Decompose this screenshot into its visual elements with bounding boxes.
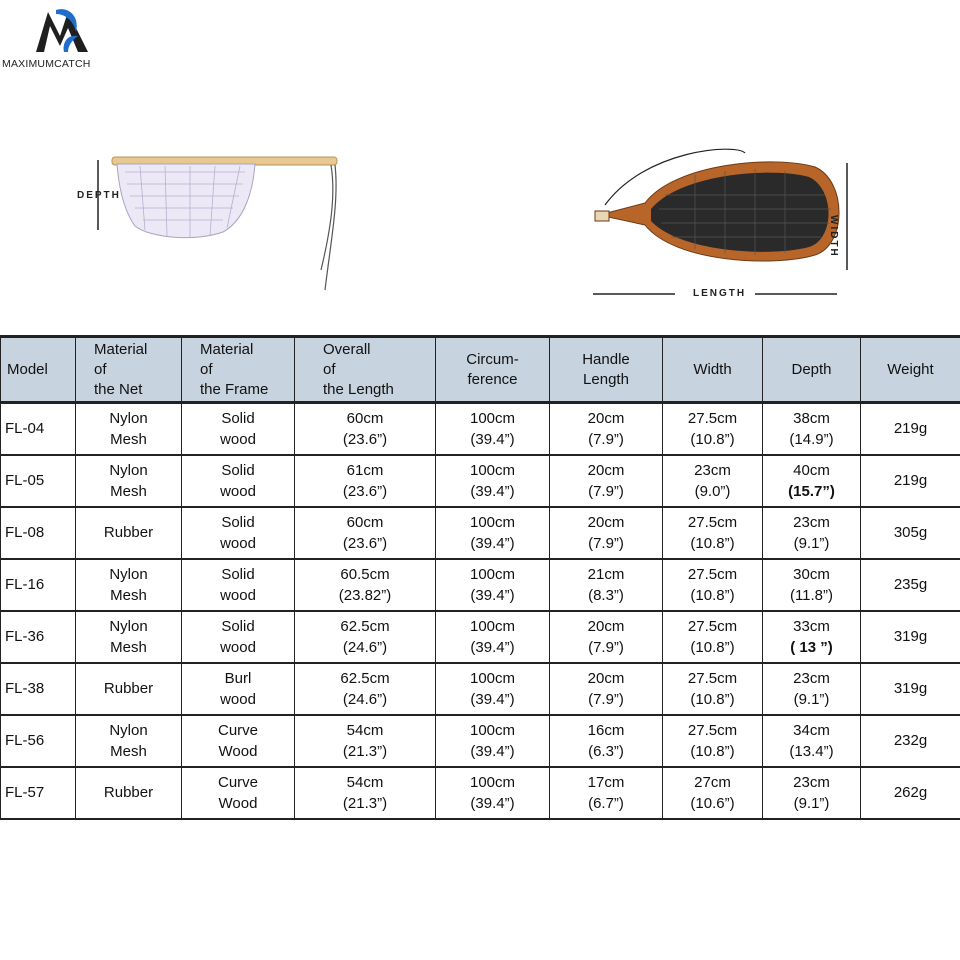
cell-frame-material: Burl wood xyxy=(182,663,295,715)
header-circumference: Circum- ference xyxy=(436,337,550,403)
cell-handle-length: 20cm (7.9”) xyxy=(550,507,663,559)
table-row xyxy=(1,403,960,455)
cell-net-material: Nylon Mesh xyxy=(76,611,182,663)
cell-weight: 262g xyxy=(861,767,960,819)
cell-weight: 319g xyxy=(861,663,960,715)
table-row xyxy=(1,455,960,507)
cell-depth: 38cm (14.9”) xyxy=(763,403,861,455)
cell-width: 27.5cm (10.8”) xyxy=(663,559,763,611)
cell-width: 27.5cm (10.8”) xyxy=(663,611,763,663)
cell-width: 27cm (10.6”) xyxy=(663,767,763,819)
cell-depth: 23cm (9.1”) xyxy=(763,663,861,715)
table-header-row xyxy=(1,337,960,403)
cell-circumference: 100cm (39.4”) xyxy=(436,767,550,819)
cell-model: FL-56 xyxy=(1,715,76,767)
cell-weight: 305g xyxy=(861,507,960,559)
cell-frame-material: Curve Wood xyxy=(182,767,295,819)
cell-circumference: 100cm (39.4”) xyxy=(436,715,550,767)
table-row xyxy=(1,559,960,611)
cell-frame-material: Solid wood xyxy=(182,559,295,611)
width-label: WIDTH xyxy=(828,215,839,258)
cell-net-material: Nylon Mesh xyxy=(76,455,182,507)
cell-width: 27.5cm (10.8”) xyxy=(663,715,763,767)
cell-overall-length: 60.5cm (23.82”) xyxy=(295,559,436,611)
cell-depth: 23cm (9.1”) xyxy=(763,507,861,559)
cell-weight: 219g xyxy=(861,455,960,507)
header-model: Model xyxy=(1,337,76,403)
brand-name: MAXIMUMCATCH xyxy=(2,58,91,70)
cell-depth: 30cm (11.8”) xyxy=(763,559,861,611)
cell-model: FL-38 xyxy=(1,663,76,715)
maximumcatch-logo-icon xyxy=(34,6,90,54)
cell-overall-length: 61cm (23.6”) xyxy=(295,455,436,507)
header-net-material: Material of the Net xyxy=(76,337,182,403)
cell-model: FL-08 xyxy=(1,507,76,559)
table-row xyxy=(1,663,960,715)
table-row xyxy=(1,715,960,767)
cell-width: 27.5cm (10.8”) xyxy=(663,663,763,715)
cell-frame-material: Solid wood xyxy=(182,455,295,507)
cell-overall-length: 62.5cm (24.6”) xyxy=(295,663,436,715)
cell-model: FL-16 xyxy=(1,559,76,611)
cell-weight: 319g xyxy=(861,611,960,663)
cell-circumference: 100cm (39.4”) xyxy=(436,611,550,663)
cell-depth: 40cm (15.7”) xyxy=(763,455,861,507)
cell-circumference: 100cm (39.4”) xyxy=(436,507,550,559)
cell-circumference: 100cm (39.4”) xyxy=(436,663,550,715)
header-frame-material: Material of the Frame xyxy=(182,337,295,403)
cell-frame-material: Curve Wood xyxy=(182,715,295,767)
cell-handle-length: 20cm (7.9”) xyxy=(550,403,663,455)
cell-model: FL-05 xyxy=(1,455,76,507)
header-overall-length: Overall of the Length xyxy=(295,337,436,403)
cell-overall-length: 54cm (21.3”) xyxy=(295,715,436,767)
spec-table xyxy=(0,335,960,820)
header-handle-length: Handle Length xyxy=(550,337,663,403)
cell-handle-length: 17cm (6.7”) xyxy=(550,767,663,819)
cell-depth: 34cm (13.4”) xyxy=(763,715,861,767)
cell-frame-material: Solid wood xyxy=(182,611,295,663)
cell-net-material: Rubber xyxy=(76,663,182,715)
net-side-view-image xyxy=(95,150,355,305)
cell-depth: 23cm (9.1”) xyxy=(763,767,861,819)
cell-model: FL-04 xyxy=(1,403,76,455)
net-top-view-image xyxy=(585,145,865,305)
cell-handle-length: 20cm (7.9”) xyxy=(550,611,663,663)
cell-handle-length: 20cm (7.9”) xyxy=(550,455,663,507)
cell-handle-length: 16cm (6.3”) xyxy=(550,715,663,767)
cell-handle-length: 21cm (8.3”) xyxy=(550,559,663,611)
cell-net-material: Nylon Mesh xyxy=(76,403,182,455)
cell-overall-length: 60cm (23.6”) xyxy=(295,507,436,559)
cell-net-material: Rubber xyxy=(76,767,182,819)
brand-logo xyxy=(0,6,130,70)
header-weight: Weight xyxy=(861,337,960,403)
cell-frame-material: Solid wood xyxy=(182,507,295,559)
table-row xyxy=(1,767,960,819)
cell-net-material: Rubber xyxy=(76,507,182,559)
cell-depth: 33cm ( 13 ”) xyxy=(763,611,861,663)
cell-weight: 235g xyxy=(861,559,960,611)
table-row xyxy=(1,507,960,559)
cell-width: 27.5cm (10.8”) xyxy=(663,403,763,455)
cell-overall-length: 62.5cm (24.6”) xyxy=(295,611,436,663)
cell-weight: 232g xyxy=(861,715,960,767)
cell-circumference: 100cm (39.4”) xyxy=(436,455,550,507)
header-depth: Depth xyxy=(763,337,861,403)
cell-net-material: Nylon Mesh xyxy=(76,715,182,767)
cell-width: 23cm (9.0”) xyxy=(663,455,763,507)
cell-circumference: 100cm (39.4”) xyxy=(436,559,550,611)
cell-overall-length: 54cm (21.3”) xyxy=(295,767,436,819)
cell-width: 27.5cm (10.8”) xyxy=(663,507,763,559)
depth-label: DEPTH xyxy=(77,190,121,201)
cell-weight: 219g xyxy=(861,403,960,455)
cell-circumference: 100cm (39.4”) xyxy=(436,403,550,455)
cell-frame-material: Solid wood xyxy=(182,403,295,455)
header-width: Width xyxy=(663,337,763,403)
cell-model: FL-36 xyxy=(1,611,76,663)
cell-handle-length: 20cm (7.9”) xyxy=(550,663,663,715)
cell-overall-length: 60cm (23.6”) xyxy=(295,403,436,455)
cell-model: FL-57 xyxy=(1,767,76,819)
cell-net-material: Nylon Mesh xyxy=(76,559,182,611)
table-row xyxy=(1,611,960,663)
length-label: LENGTH xyxy=(693,288,747,299)
